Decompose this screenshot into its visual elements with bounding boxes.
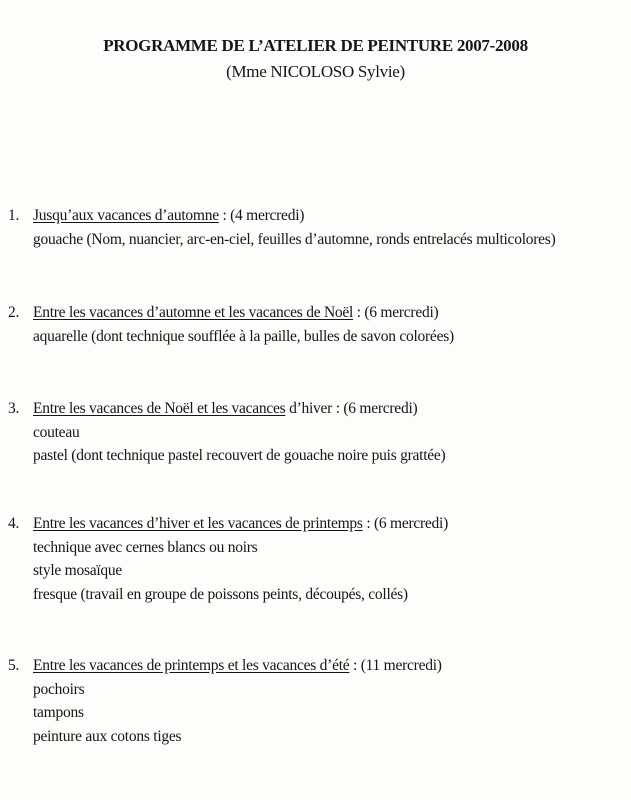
item-heading bbox=[33, 397, 445, 421]
item-heading bbox=[33, 301, 454, 325]
item-activity: aquarelle (dont technique soufflée à la paille, bulles de savon colorées) bbox=[33, 327, 454, 345]
item-period: Jusqu’aux vacances d’automne bbox=[33, 207, 219, 224]
item-period-rest: d’hiver bbox=[285, 400, 333, 417]
program-item bbox=[8, 397, 445, 468]
item-duration: : (6 mercredi) bbox=[353, 304, 439, 321]
item-activity: style mosaïque bbox=[33, 562, 123, 579]
program-item bbox=[8, 654, 442, 748]
program-item bbox=[8, 204, 555, 251]
item-activity: pochoirs bbox=[33, 680, 85, 698]
item-activity: couteau bbox=[33, 423, 80, 441]
item-duration: : (6 mercredi) bbox=[332, 400, 418, 417]
item-period: Entre les vacances d’automne et les vacances de Noël bbox=[33, 304, 354, 321]
item-number: 1. bbox=[8, 207, 20, 224]
item-heading bbox=[33, 512, 448, 536]
item-heading bbox=[33, 654, 442, 678]
item-activity: fresque (travail en groupe de poissons peints, découpés, collés) bbox=[33, 585, 408, 603]
item-activity: gouache (Nom, nuancier, arc-en-ciel, feuilles d’automne, ronds entrelacés multicolores) bbox=[33, 230, 556, 248]
item-duration: : (4 mercredi) bbox=[218, 207, 305, 224]
item-period: Entre les vacances de Noël et les vacances bbox=[33, 400, 286, 417]
program-item bbox=[8, 301, 454, 348]
item-period: Entre les vacances d’hiver et les vacances de printemps bbox=[33, 515, 363, 532]
item-activity: peinture aux cotons tiges bbox=[33, 727, 182, 745]
item-number: 5. bbox=[8, 657, 20, 674]
item-heading bbox=[33, 204, 555, 228]
item-activity: pastel (dont technique pastel recouvert de gouache noire puis grattée) bbox=[33, 447, 446, 464]
item-duration: : (11 mercredi) bbox=[349, 657, 442, 674]
program-item bbox=[8, 512, 448, 606]
item-period: Entre les vacances de printemps et les vacances d’été bbox=[33, 657, 350, 674]
item-number: 2. bbox=[8, 304, 20, 321]
item-activity: technique avec cernes blancs ou noirs bbox=[33, 538, 258, 556]
document-subtitle: (Mme NICOLOSO Sylvie) bbox=[226, 62, 405, 81]
item-activity: tampons bbox=[33, 704, 84, 721]
document-title: PROGRAMME DE L’ATELIER DE PEINTURE 2007-2008 bbox=[103, 36, 528, 55]
item-number: 3. bbox=[8, 400, 20, 417]
item-duration: : (6 mercredi) bbox=[362, 515, 449, 532]
item-number: 4. bbox=[8, 515, 20, 532]
